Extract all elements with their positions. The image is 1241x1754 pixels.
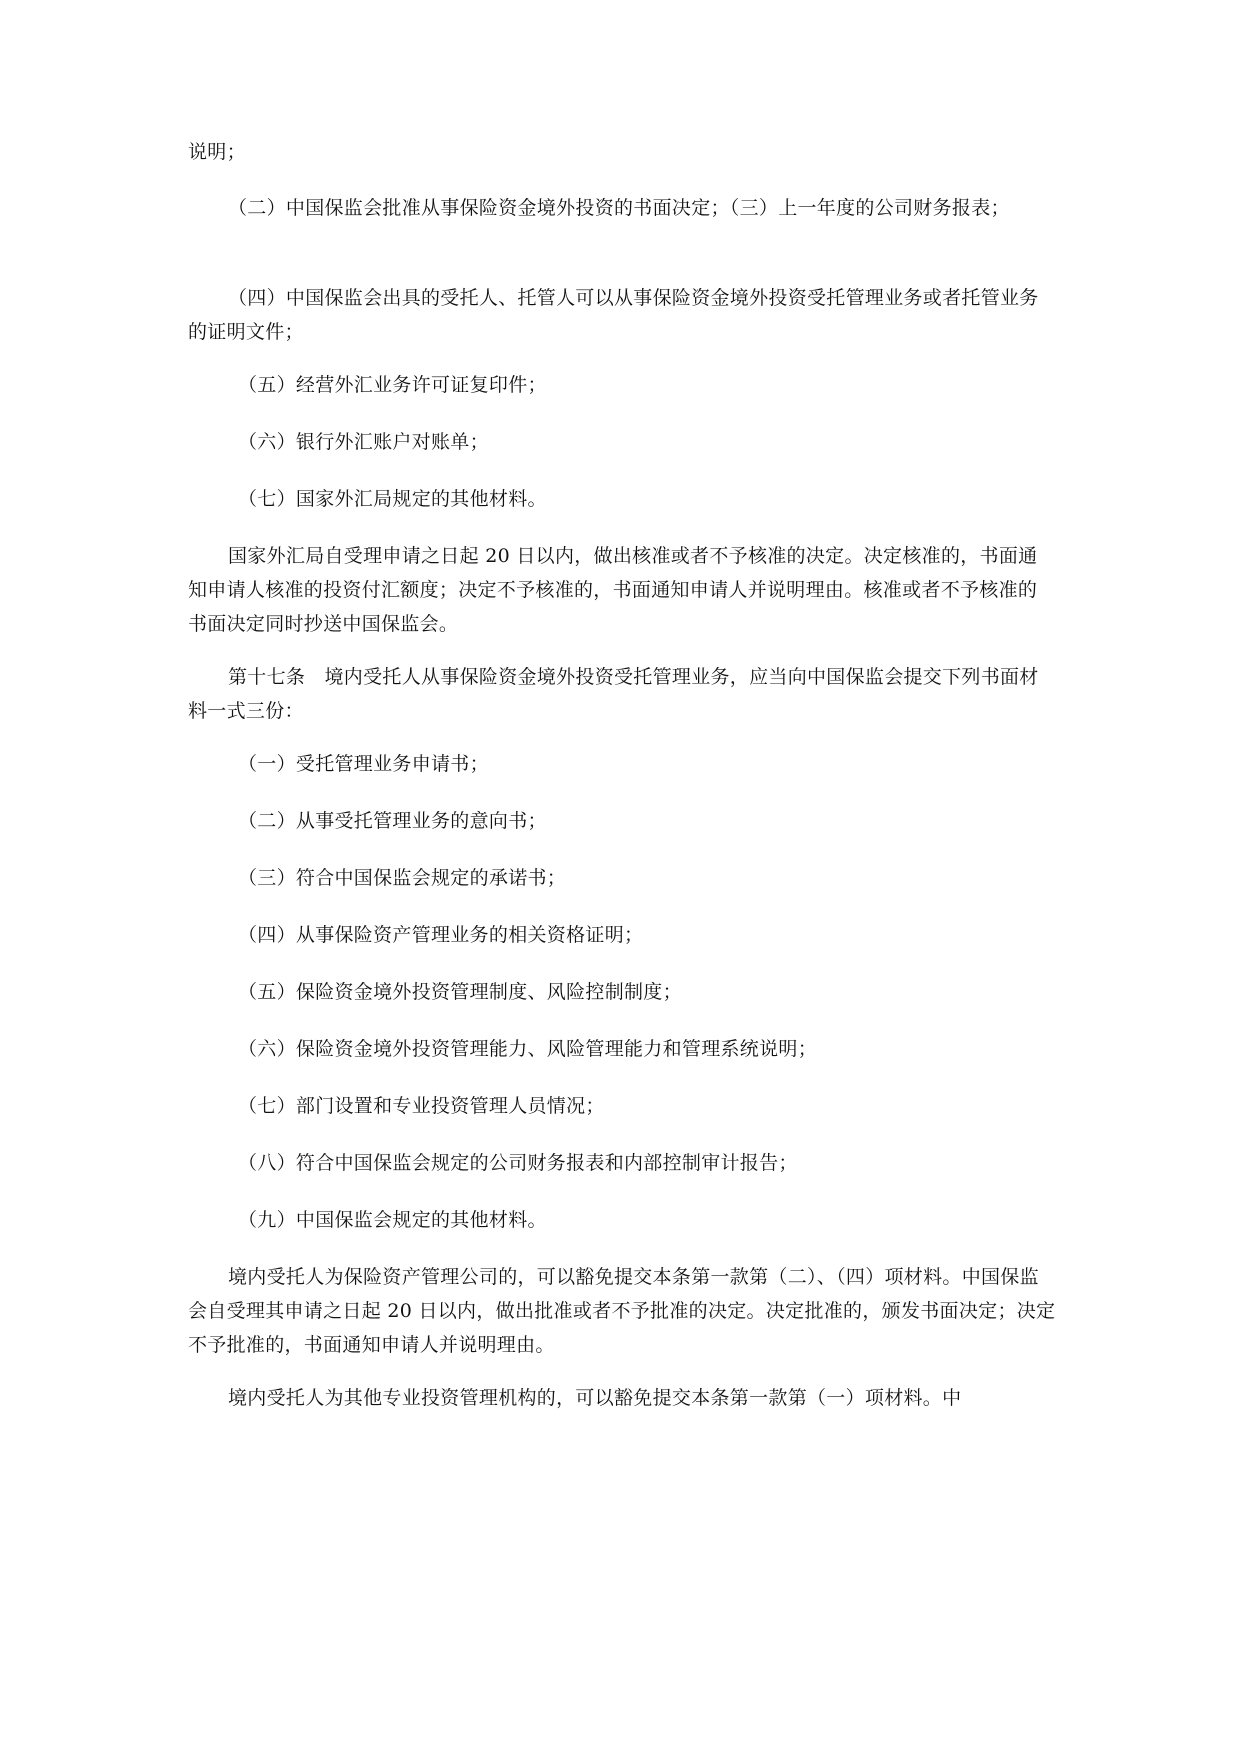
list-item-4: （四）从事保险资产管理业务的相关资格证明； — [238, 924, 644, 946]
paragraph-item-2-3: （二）中国保监会批准从事保险资金境外投资的书面决定；（三）上一年度的公司财务报表； — [228, 197, 1010, 219]
list-item-9: （九）中国保监会规定的其他材料。 — [238, 1209, 547, 1231]
list-item-3: （三）符合中国保监会规定的承诺书； — [238, 867, 567, 889]
paragraph-item-5: （五）经营外汇业务许可证复印件； — [238, 374, 547, 396]
paragraph-approval: 国家外汇局自受理申请之日起 20 日以内，做出核准或者不予核准的决定。决定核准的，书面通知申请人核准的投资付汇额度；决定不予核准的，书面通知申请人并说明理由。核准或者不予核准的书面决定同时抄送中国保监会。 — [188, 545, 1038, 635]
paragraph-item-4: （四）中国保监会出具的受托人、托管人可以从事保险资金境外投资受托管理业务或者托管业务的证明文件； — [188, 287, 1039, 343]
list-item-1: （一）受托管理业务申请书； — [238, 753, 489, 775]
paragraph-item-7: （七）国家外汇局规定的其他材料。 — [238, 488, 547, 510]
list-item-5: （五）保险资金境外投资管理制度、风险控制制度； — [238, 981, 682, 1003]
paragraph-continuation: 说明； — [188, 141, 246, 163]
paragraph-exemption-asset-mgmt: 境内受托人为保险资产管理公司的，可以豁免提交本条第一款第（二）、（四）项材料。中国保监会自受理其申请之日起 20 日以内，做出批准或者不予批准的决定。决定批准的，颁发书面决定；决定不予批准的，书面通知申请人并说明理由。 — [188, 1266, 1056, 1356]
paragraph-item-6: （六）银行外汇账户对账单； — [238, 431, 489, 453]
list-item-2: （二）从事受托管理业务的意向书； — [238, 810, 547, 832]
list-item-7: （七）部门设置和专业投资管理人员情况； — [238, 1095, 605, 1117]
list-item-8: （八）符合中国保监会规定的公司财务报表和内部控制审计报告； — [238, 1152, 798, 1174]
paragraph-exemption-other: 境内受托人为其他专业投资管理机构的，可以豁免提交本条第一款第（一）项材料。中 — [228, 1387, 962, 1409]
list-item-6: （六）保险资金境外投资管理能力、风险管理能力和管理系统说明； — [238, 1038, 818, 1060]
paragraph-article-17: 第十七条 境内受托人从事保险资金境外投资受托管理业务，应当向中国保监会提交下列书面材料一式三份： — [188, 666, 1039, 722]
